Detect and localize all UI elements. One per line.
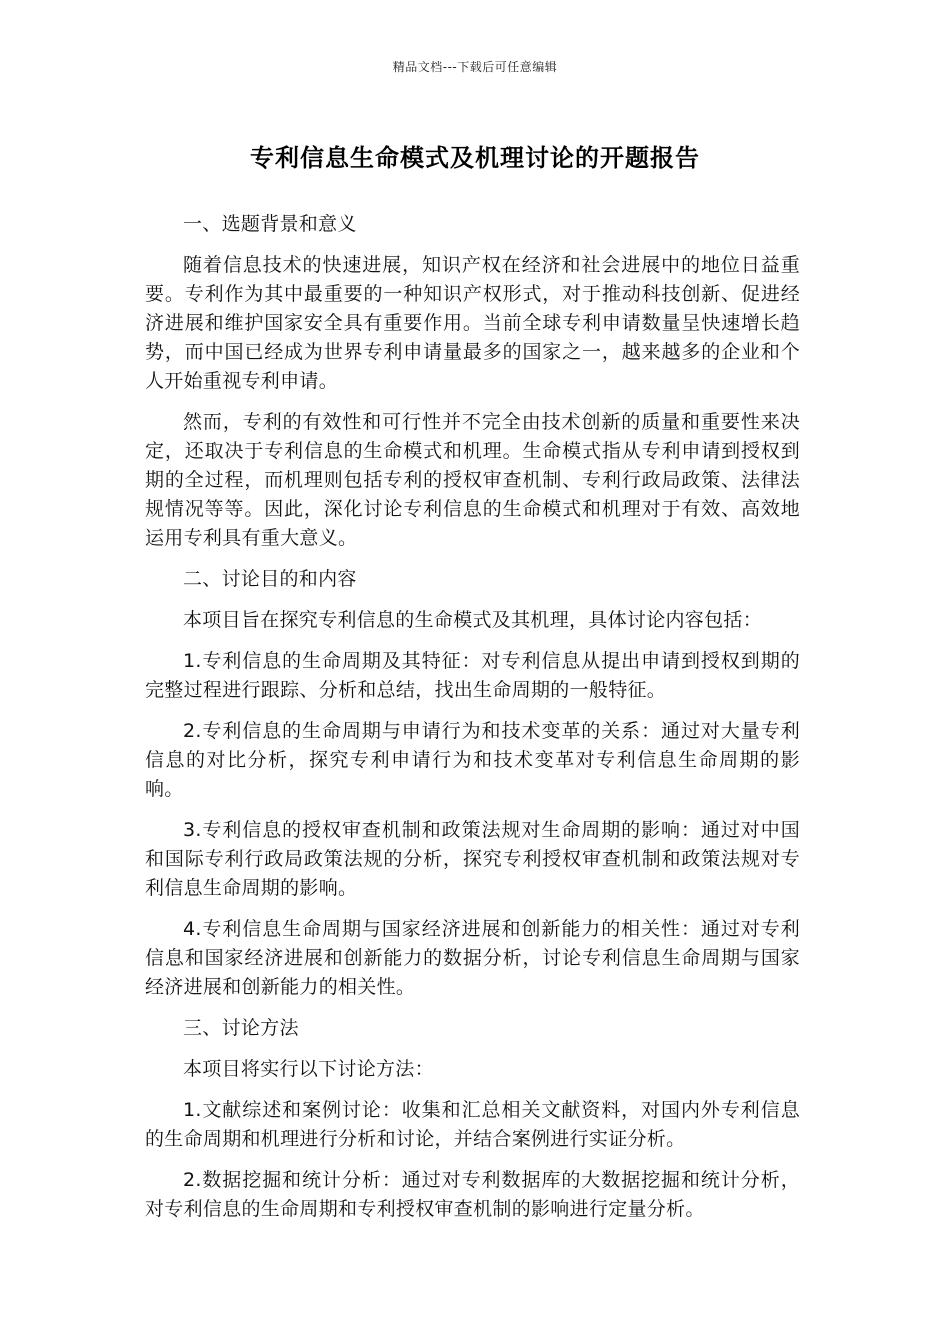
- document-body: [145, 210, 800, 1236]
- section-heading-background: 一、选题背景和意义: [183, 213, 357, 235]
- document-title: 专利信息生命模式及机理讨论的开题报告: [250, 144, 700, 172]
- header-note: 精品文档---下载后可任意编辑: [392, 60, 558, 74]
- section-heading-objectives: 二、讨论目的和内容: [183, 568, 357, 590]
- paragraph-background-1: 随着信息技术的快速进展，知识产权在经济和社会进展中的地位日益重要。专利作为其中最重要的一种知识产权形式，对于推动科技创新、促进经济进展和维护国家安全具有重要作用。当前全球专利申请数量呈快速增长趋势，而中国已经成为世界专利申请量最多的国家之一，越来越多的企业和个人开始重视专利申请。: [145, 254, 800, 392]
- list-item-method-2: 2.数据挖掘和统计分析：通过对专利数据库的大数据挖掘和统计分析，对专利信息的生命周期和专利授权审查机制的影响进行定量分析。: [145, 1169, 800, 1220]
- paragraph-background-2: 然而，专利的有效性和可行性并不完全由技术创新的质量和重要性来决定，还取决于专利信息的生命模式和机理。生命模式指从专利申请到授权到期的全过程，而机理则包括专利的授权审查机制、专利行政局政策、法律法规情况等等。因此，深化讨论专利信息的生命模式和机理对于有效、高效地运用专利具有重大意义。: [145, 411, 800, 549]
- paragraph-methods-intro: 本项目将实行以下讨论方法：: [183, 1058, 434, 1080]
- section-heading-methods: 三、讨论方法: [183, 1017, 299, 1039]
- list-item-method-1: 1.文献综述和案例讨论：收集和汇总相关文献资料，对国内外专利信息的生命周期和机理进行分析和讨论，并结合案例进行实证分析。: [145, 1099, 800, 1150]
- list-item-objective-1: 1.专利信息的生命周期及其特征：对专利信息从提出申请到授权到期的完整过程进行跟踪、分析和总结，找出生命周期的一般特征。: [145, 650, 800, 701]
- list-item-objective-3: 3.专利信息的授权审查机制和政策法规对生命周期的影响：通过对中国和国际专利行政局政策法规的分析，探究专利授权审查机制和政策法规对专利信息生命周期的影响。: [145, 819, 800, 899]
- paragraph-objectives-intro: 本项目旨在探究专利信息的生命模式及其机理，具体讨论内容包括：: [183, 609, 763, 631]
- list-item-objective-4: 4.专利信息生命周期与国家经济进展和创新能力的相关性：通过对专利信息和国家经济进展和创新能力的数据分析，讨论专利信息生命周期与国家经济进展和创新能力的相关性。: [145, 918, 800, 998]
- list-item-objective-2: 2.专利信息的生命周期与申请行为和技术变革的关系：通过对大量专利信息的对比分析，探究专利申请行为和技术变革对专利信息生命周期的影响。: [145, 720, 800, 800]
